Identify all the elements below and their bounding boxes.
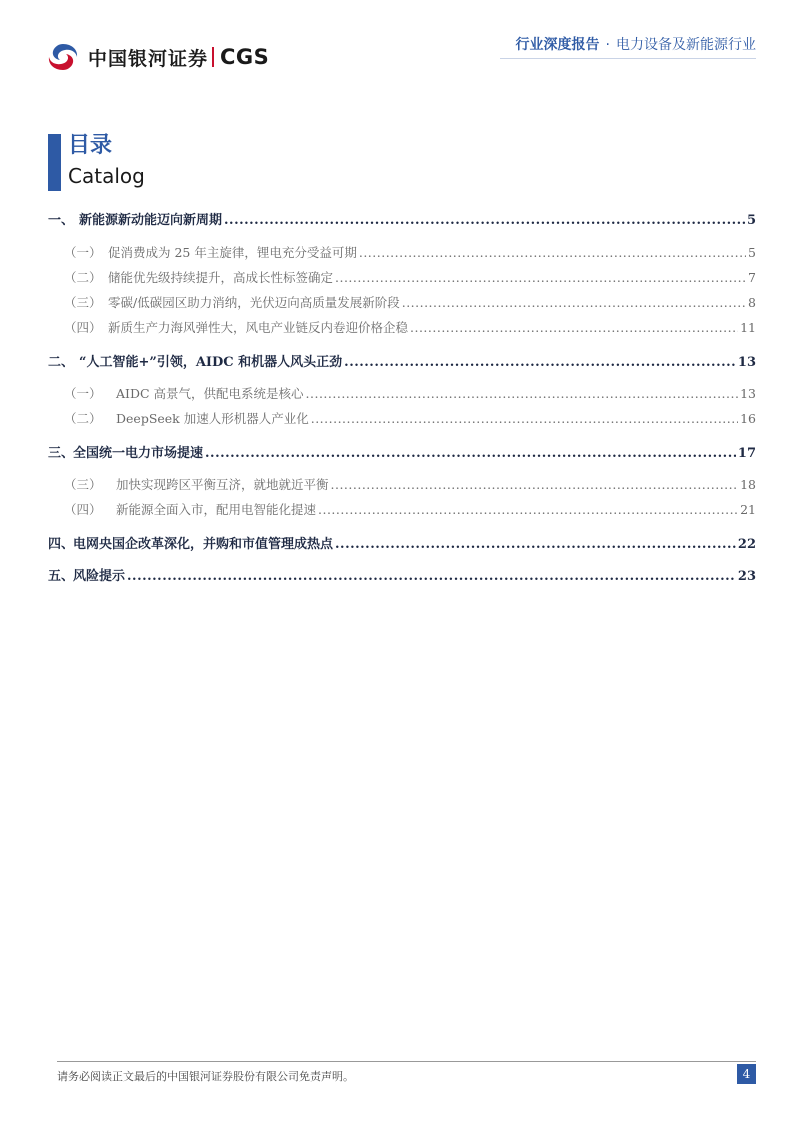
page-header [0,0,793,90]
toc-entry[interactable] [48,442,756,461]
toc-entry-page: 5 [746,213,756,228]
toc-entry-number: （一） [64,386,102,401]
toc-leader-dots [344,355,736,370]
toc-entry-page: 17 [737,446,756,461]
page-number-badge: 4 [737,1064,756,1084]
logo-chinese-name: 中国银河证券 [88,47,209,70]
toc-entry[interactable] [64,318,756,336]
toc-entry-number: 一、 [48,213,75,228]
header-divider [500,58,756,59]
toc-entry-number: （四） [64,320,102,335]
toc-entry-title: 储能优先级持续提升，高成长性标签确定 [108,270,334,285]
toc-entry-page: 18 [740,477,756,492]
toc-leader-dots [410,320,738,335]
catalog-title-en: Catalog [68,164,145,188]
toc-entry[interactable] [64,268,756,286]
toc-entry[interactable] [48,533,756,552]
header-separator: · [605,37,610,53]
logo-english-name: CGS [220,45,270,69]
toc-entry-title: 新能源新动能迈向新周期 [79,213,223,228]
toc-entry[interactable] [48,351,756,370]
toc-entry-number: 四、 [48,537,75,552]
toc-entry[interactable] [64,409,756,427]
toc-entry-title: 新质生产力海风弹性大，风电产业链反内卷迎价格企稳 [108,320,409,335]
toc-entry[interactable] [64,475,756,493]
toc-leader-dots [224,213,745,228]
toc-entry-page: 21 [740,502,756,517]
toc-entry-number: （一） [64,245,102,260]
catalog-title-cn: 目录 [68,133,113,158]
toc-entry-page: 7 [748,270,756,285]
toc-entry-page: 23 [737,569,756,584]
industry-name: 电力设备及新能源行业 [616,37,756,53]
toc-entry[interactable] [64,384,756,402]
title-accent-bar [48,134,61,191]
toc-entry-title: 风险提示 [73,569,126,584]
report-category [516,34,756,54]
toc-leader-dots [306,386,739,401]
toc-entry-page: 11 [740,320,756,335]
toc-leader-dots [335,270,746,285]
toc-entry-number: 三、 [48,446,75,461]
toc-entry-number: （二） [64,270,102,285]
toc-entry-title: 新能源全面入市，配用电智能化提速 [116,502,317,517]
toc-leader-dots [335,537,736,552]
toc-entry-title: 促消费成为 25 年主旋律，锂电充分受益可期 [108,245,357,260]
toc-entry-title: 零碳/低碳园区助力消纳，光伏迈向高质量发展新阶段 [108,295,400,310]
toc-entry-page: 13 [737,355,756,370]
toc-entry-title: 电网央国企改革深化，并购和市值管理成热点 [73,537,334,552]
toc-entry-page: 22 [737,537,756,552]
report-type: 行业深度报告 [515,37,600,53]
toc-entry-title: “人工智能+”引领，AIDC 和机器人风头正劲 [79,355,343,370]
toc-entry-page: 16 [740,411,756,426]
toc-entry-number: 二、 [48,355,75,370]
toc-leader-dots [318,502,738,517]
toc-leader-dots [205,446,736,461]
toc-entry-number: （四） [64,502,102,517]
toc-entry-page: 8 [748,295,756,310]
toc-entry-title: DeepSeek 加速人形机器人产业化 [116,411,309,426]
toc-entry-page: 5 [748,245,756,260]
toc-entry-title: 加快实现跨区平衡互济，就地就近平衡 [116,477,329,492]
footer-divider [57,1061,756,1062]
toc-leader-dots [359,245,746,260]
toc-leader-dots [311,411,738,426]
toc-entry-number: （三） [64,295,102,310]
toc-entry-number: （二） [64,411,102,426]
toc-entry[interactable] [64,500,756,518]
toc-entry[interactable] [48,565,756,584]
toc-entry-page: 13 [740,386,756,401]
toc-entry-number: 五、 [48,569,75,584]
toc-entry[interactable] [64,243,756,261]
toc-entry-number: （三） [64,477,102,492]
toc-entry-title: AIDC 高景气，供配电系统是核心 [116,386,304,401]
company-logo [46,40,269,74]
footer-disclaimer: 请务必阅读正文最后的中国银河证券股份有限公司免责声明。 [57,1070,354,1083]
toc-leader-dots [331,477,739,492]
toc-entry[interactable] [64,293,756,311]
toc-entry-title: 全国统一电力市场提速 [73,446,204,461]
toc-leader-dots [127,569,736,584]
logo-separator [212,47,214,67]
cgs-logo-icon [46,41,80,73]
toc-leader-dots [402,295,746,310]
toc-entry[interactable] [48,209,756,228]
